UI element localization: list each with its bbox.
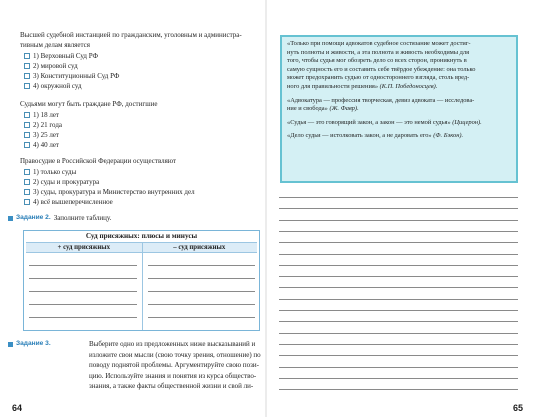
answer-line[interactable]: [29, 265, 137, 266]
checkbox[interactable]: [24, 63, 30, 69]
quote-3-author: (Цицерон).: [452, 118, 482, 126]
checkbox[interactable]: [24, 53, 30, 59]
writing-line[interactable]: [279, 389, 518, 390]
task-3-line-2: изложите свои мысли (свою точку зрения, отношение) по: [89, 350, 261, 359]
quote-2-line-1: «Адвокатура — профессия творческая, девиз адвоката — исследова-: [287, 96, 475, 104]
checkbox[interactable]: [24, 169, 30, 175]
answer-line[interactable]: [29, 278, 137, 279]
checkbox[interactable]: [24, 132, 30, 138]
quote-1-line-1: «Только при помощи адвокатов судебное состязание может достиг-: [287, 40, 471, 47]
writing-line[interactable]: [279, 220, 518, 221]
task-3-line-3: поводу поднятой проблемы. Аргументируйте свою пози-: [89, 361, 259, 369]
square-bullet-icon: [8, 342, 13, 347]
left-page: [0, 0, 266, 417]
answer-line[interactable]: [148, 291, 255, 292]
answer-line[interactable]: [148, 304, 255, 305]
writing-line[interactable]: [279, 333, 518, 334]
q1-option-1[interactable]: 1) Верховный Суд РФ: [24, 51, 98, 61]
writing-line[interactable]: [279, 355, 518, 356]
task-3-heading: [8, 339, 51, 349]
q2-option-1[interactable]: 1) 18 лет: [24, 110, 59, 120]
answer-line[interactable]: [148, 317, 255, 318]
writing-line[interactable]: [279, 321, 518, 322]
table-title: Суд присяжных: плюсы и минусы: [85, 232, 198, 240]
column-header-plus: + суд присяжных: [57, 244, 110, 251]
quote-1-line-3: того, чтобы судья мог обозреть дело со всех сторон, проникнуть в: [287, 57, 467, 65]
q1-option-4[interactable]: 4) окружной суд: [24, 81, 82, 91]
task-2-label: Задание 2.: [16, 214, 51, 221]
column-divider: [142, 242, 143, 330]
square-bullet-icon: [8, 216, 13, 221]
checkbox[interactable]: [24, 122, 30, 128]
checkbox[interactable]: [24, 189, 30, 195]
q3-option-4[interactable]: 4) всё вышеперечисленное: [24, 197, 113, 207]
task-3-line-5: знания, а также факты общественной жизни и свой ли-: [89, 382, 254, 390]
checkbox[interactable]: [24, 142, 30, 148]
q2-option-2[interactable]: 2) 21 года: [24, 120, 62, 130]
q3-option-1[interactable]: 1) только суды: [24, 167, 76, 177]
writing-line[interactable]: [279, 197, 518, 198]
question-2: Судьями могут быть граждане РФ, достигшие: [20, 100, 158, 108]
q1-option-3[interactable]: 3) Конституционный Суд РФ: [24, 71, 119, 81]
quote-1-line-4: самую сущность его и составить себе твёрдое убеждение: она только: [287, 65, 476, 73]
page-number-right: 65: [512, 403, 523, 413]
question-1-line-2: тивным делам является: [20, 41, 90, 49]
writing-line[interactable]: [279, 231, 518, 232]
quote-4: «Дело судьи — истолковать закон, а не даровать его» (Ф. Бэкон).: [287, 132, 464, 140]
writing-line[interactable]: [279, 367, 518, 368]
writing-line[interactable]: [279, 310, 518, 311]
answer-line[interactable]: [29, 304, 137, 305]
column-header-minus: – суд присяжных: [173, 244, 226, 251]
writing-line[interactable]: [279, 378, 518, 379]
task-3-label: Задание 3.: [16, 340, 51, 347]
checkbox[interactable]: [24, 83, 30, 89]
writing-line[interactable]: [279, 299, 518, 300]
checkbox[interactable]: [24, 112, 30, 118]
q1-option-2[interactable]: 2) мировой суд: [24, 61, 78, 71]
pros-cons-table: [23, 230, 260, 331]
question-1-line-1: Высшей судебной инстанцией по гражданским, уголовным и администра-: [20, 31, 242, 39]
writing-line[interactable]: [279, 242, 518, 243]
task-2-heading: [8, 213, 111, 223]
writing-line[interactable]: [279, 287, 518, 288]
writing-line[interactable]: [279, 265, 518, 266]
page-number-left: 64: [12, 403, 23, 413]
quote-1-author: (К.П. Победоносцев).: [379, 82, 438, 90]
q3-option-3[interactable]: 3) суды, прокуратура и Министерство внутренних дел: [24, 187, 195, 197]
task-2-text: Заполните таблицу.: [53, 214, 112, 222]
writing-line[interactable]: [279, 254, 518, 255]
checkbox[interactable]: [24, 179, 30, 185]
task-3-line-1: Выберите одно из предложенных ниже высказываний и: [89, 340, 256, 348]
quote-1-line-5: может предохранить судью от одностороннего взгляда, столь вред-: [287, 74, 470, 82]
writing-line[interactable]: [279, 208, 518, 209]
quote-1-line-2: нуть полноты и живости, а эта полнота и живость необходимы для: [287, 48, 470, 56]
answer-line[interactable]: [148, 265, 255, 266]
quote-2-author: (Ж. Фавр).: [329, 105, 359, 113]
answer-line[interactable]: [29, 291, 137, 292]
q2-option-3[interactable]: 3) 25 лет: [24, 130, 59, 140]
q3-option-2[interactable]: 2) суды и прокуратура: [24, 177, 99, 187]
task-3-line-4: цию. Используйте знания и понятия из курса общество-: [89, 371, 257, 380]
q2-option-4[interactable]: 4) 40 лет: [24, 140, 59, 150]
checkbox[interactable]: [24, 73, 30, 79]
quote-2-line-2: ние и свобода» (Ж. Фавр).: [287, 105, 359, 113]
writing-line[interactable]: [279, 344, 518, 345]
answer-line[interactable]: [148, 278, 255, 279]
answer-line[interactable]: [29, 317, 137, 318]
right-page: [267, 0, 533, 417]
writing-line[interactable]: [279, 276, 518, 277]
checkbox[interactable]: [24, 199, 30, 205]
quote-1-line-6: ного для правильности решения» (К.П. Победоносцев).: [287, 82, 438, 90]
quotes-box: [280, 35, 518, 183]
quote-4-author: (Ф. Бэкон).: [433, 132, 464, 140]
question-3: Правосудие в Российской Федерации осуществляют: [20, 157, 177, 165]
quote-3: «Судья — это говорящий закон, а закон — это немой судья» (Цицерон).: [287, 118, 482, 126]
